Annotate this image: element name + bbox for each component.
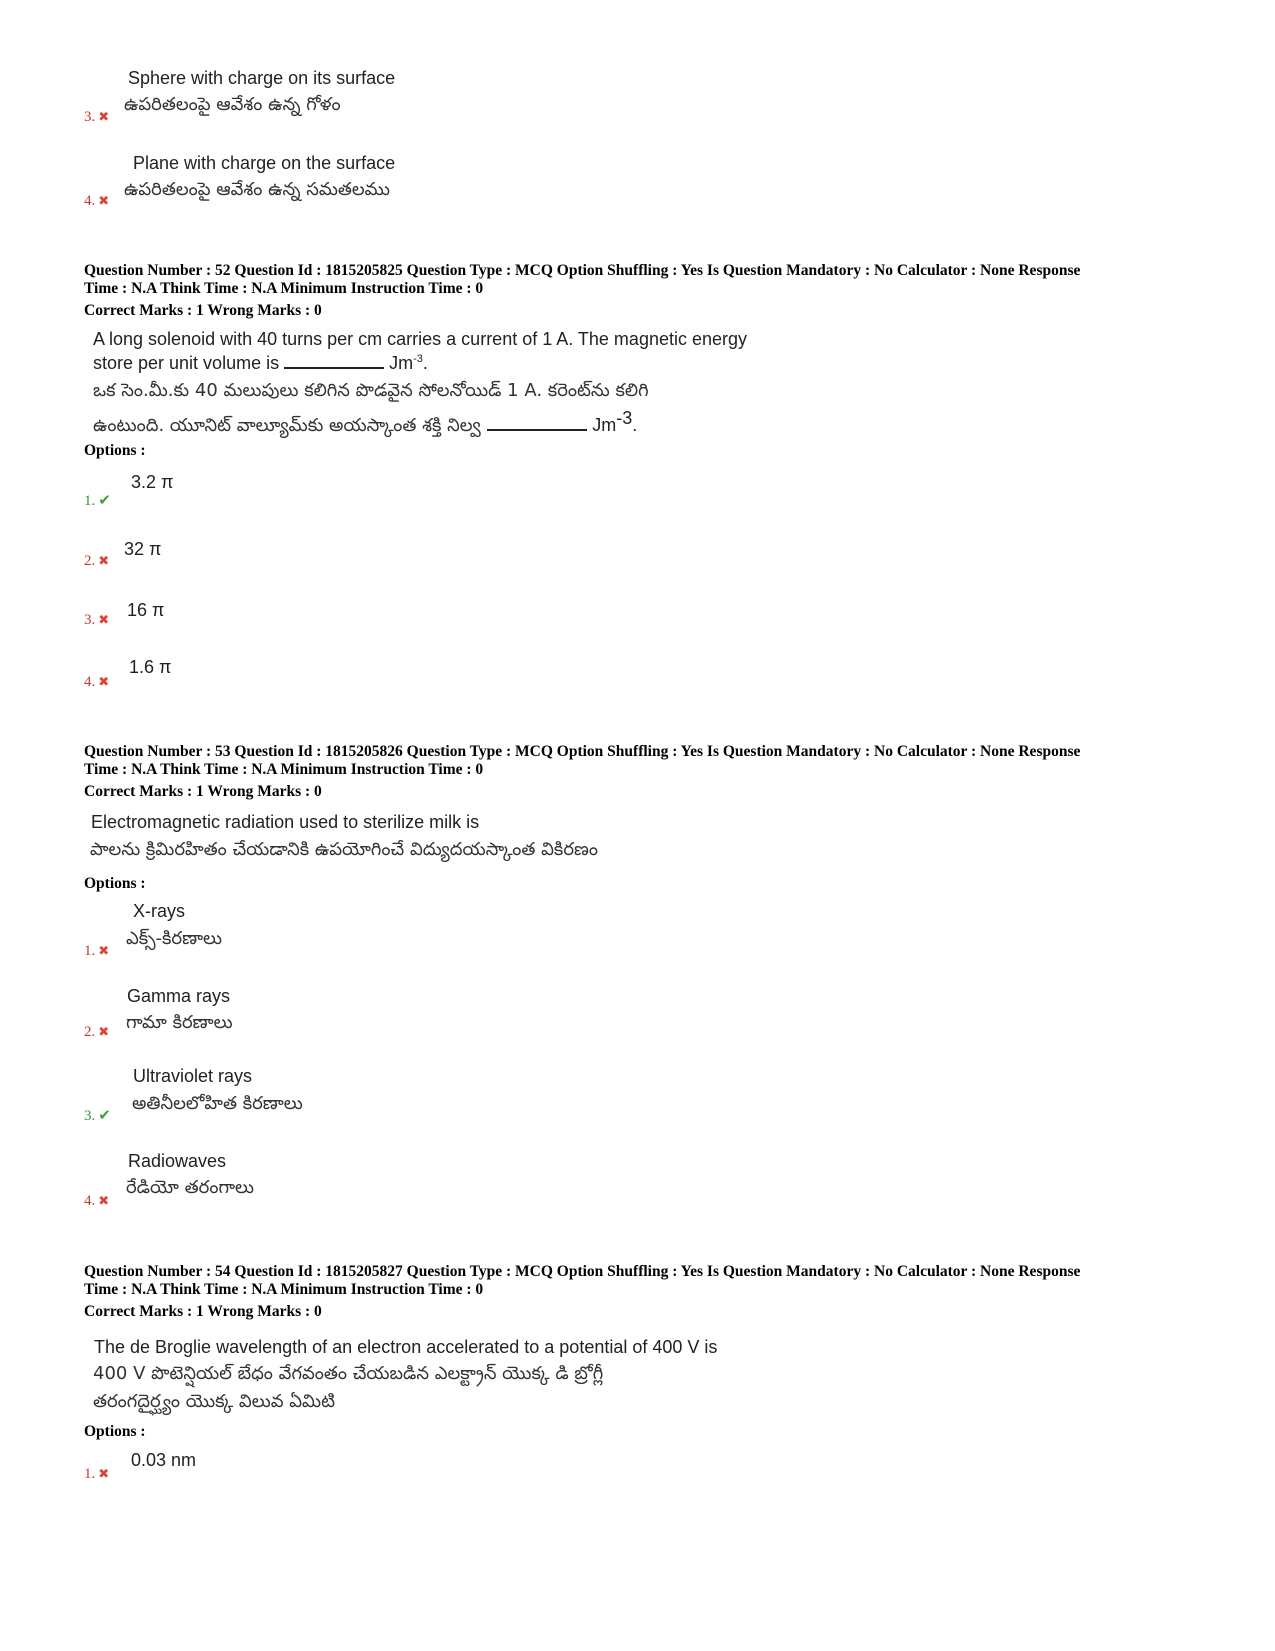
q52-question-te-line2: ఉంటుంది. యూనిట్ వాల్యూమ్‌కు అయస్కాంత శక్తి నిల్వ $Jm^{-3}$. bbox=[93, 408, 638, 436]
q53-option-1-te: ఎక్స్-కిరణాలు bbox=[126, 928, 223, 949]
q52-option-4-text: 1.6 π bbox=[129, 657, 172, 677]
q52-marks: Correct Marks : 1 Wrong Marks : 0 bbox=[84, 302, 322, 319]
q52-option-1-text: 3.2 π bbox=[131, 472, 174, 492]
q53-marks: Correct Marks : 1 Wrong Marks : 0 bbox=[84, 783, 322, 800]
wrong-icon: ✖ bbox=[98, 613, 110, 628]
q53-meta-line2: Time : N.A Think Time : N.A Minimum Instruction Time : 0 bbox=[84, 761, 484, 778]
q52-option-3-number: 3. ✖ bbox=[84, 612, 110, 628]
prev-option-3-te: ఉపరితలంపై ఆవేశం ఉన్న గోళం bbox=[124, 94, 341, 115]
q54-question-en: The de Broglie wavelength of an electron accelerated to a potential of 400 V is bbox=[94, 1337, 718, 1357]
q53-option-4-number: 4. ✖ bbox=[84, 1193, 110, 1209]
q54-question-te-line2: తరంగదైర్ఘ్యం యొక్క విలువ ఏమిటి bbox=[93, 1391, 335, 1412]
wrong-icon: ✖ bbox=[98, 1194, 110, 1209]
q53-option-2-number: 2. ✖ bbox=[84, 1024, 110, 1040]
answer-blank bbox=[284, 367, 384, 369]
q54-question-te-line1: 400 V పొటెన్షియల్ బేధం వేగవంతం చేయబడిన ఎలక్ట్రాన్ యొక్క డి బ్రోగ్లీ bbox=[93, 1363, 604, 1384]
q54-marks: Correct Marks : 1 Wrong Marks : 0 bbox=[84, 1303, 322, 1320]
q53-option-1-en: X-rays bbox=[133, 901, 186, 921]
prev-option-4-te: ఉపరితలంపై ఆవేశం ఉన్న సమతలము bbox=[124, 179, 390, 200]
prev-option-3-en: Sphere with charge on its surface bbox=[128, 68, 396, 88]
q53-options-label: Options : bbox=[84, 875, 146, 892]
q53-option-3-number: 3. ✔ bbox=[84, 1106, 111, 1124]
wrong-icon: ✖ bbox=[98, 110, 110, 125]
q54-options-label: Options : bbox=[84, 1423, 146, 1440]
prev-option-4-en: Plane with charge on the surface bbox=[133, 153, 396, 173]
wrong-icon: ✖ bbox=[98, 1025, 110, 1040]
wrong-icon: ✖ bbox=[98, 675, 110, 690]
check-icon: ✔ bbox=[98, 1106, 111, 1124]
q53-option-2-en: Gamma rays bbox=[127, 986, 231, 1006]
q52-option-3-text: 16 π bbox=[127, 600, 165, 620]
q52-meta-line2: Time : N.A Think Time : N.A Minimum Instruction Time : 0 bbox=[84, 280, 484, 297]
q52-option-4-number: 4. ✖ bbox=[84, 674, 110, 690]
q53-option-4-te: రేడియో తరంగాలు bbox=[126, 1177, 255, 1198]
q52-question-en-line1: A long solenoid with 40 turns per cm carries a current of 1 A. The magnetic energy bbox=[93, 329, 748, 349]
prev-option-3-number: 3. ✖ bbox=[84, 109, 110, 125]
q53-meta-line1: Question Number : 53 Question Id : 1815205826 Question Type : MCQ Option Shuffling : Yes Is Question Mandatory : No Calculator : None Response bbox=[84, 743, 1081, 760]
q54-option-1-number: 1. ✖ bbox=[84, 1466, 110, 1482]
q52-options-label: Options : bbox=[84, 442, 146, 459]
wrong-icon: ✖ bbox=[98, 1467, 110, 1482]
q53-option-1-number: 1. ✖ bbox=[84, 943, 110, 959]
q54-meta-line1: Question Number : 54 Question Id : 1815205827 Question Type : MCQ Option Shuffling : Yes Is Question Mandatory : No Calculator : None Response bbox=[84, 1263, 1081, 1280]
q53-option-2-te: గామా కిరణాలు bbox=[126, 1012, 233, 1033]
wrong-icon: ✖ bbox=[98, 554, 110, 569]
prev-option-4-number: 4. ✖ bbox=[84, 193, 110, 209]
q52-question-te-line1: ఒక సెం.మీ.కు 40 మలుపులు కలిగిన పొడవైన సోలనోయిడ్ 1 A. కరెంట్‌ను కలిగి bbox=[93, 380, 649, 401]
q52-question-en-line2: store per unit volume is $Jm^{-3}$. bbox=[93, 353, 428, 373]
q54-option-1-text: 0.03 nm bbox=[131, 1450, 197, 1470]
q52-option-1-number: 1. ✔ bbox=[84, 491, 111, 509]
q53-question-en: Electromagnetic radiation used to sterilize milk is bbox=[91, 812, 480, 832]
wrong-icon: ✖ bbox=[98, 194, 110, 209]
q53-option-4-en: Radiowaves bbox=[128, 1151, 227, 1171]
wrong-icon: ✖ bbox=[98, 944, 110, 959]
q53-option-3-te: అతినీలలోహిత కిరణాలు bbox=[132, 1093, 303, 1114]
q53-question-te: పాలను క్రిమిరహితం చేయడానికి ఉపయోగించే విద్యుదయస్కాంత వికిరణం bbox=[90, 839, 598, 860]
q53-option-3-en: Ultraviolet rays bbox=[133, 1066, 253, 1086]
answer-blank bbox=[487, 429, 587, 431]
q52-option-2-text: 32 π bbox=[124, 539, 162, 559]
q52-meta-line1: Question Number : 52 Question Id : 1815205825 Question Type : MCQ Option Shuffling : Yes Is Question Mandatory : No Calculator : None Response bbox=[84, 262, 1081, 279]
check-icon: ✔ bbox=[98, 491, 111, 509]
q52-option-2-number: 2. ✖ bbox=[84, 553, 110, 569]
q54-meta-line2: Time : N.A Think Time : N.A Minimum Instruction Time : 0 bbox=[84, 1281, 484, 1298]
